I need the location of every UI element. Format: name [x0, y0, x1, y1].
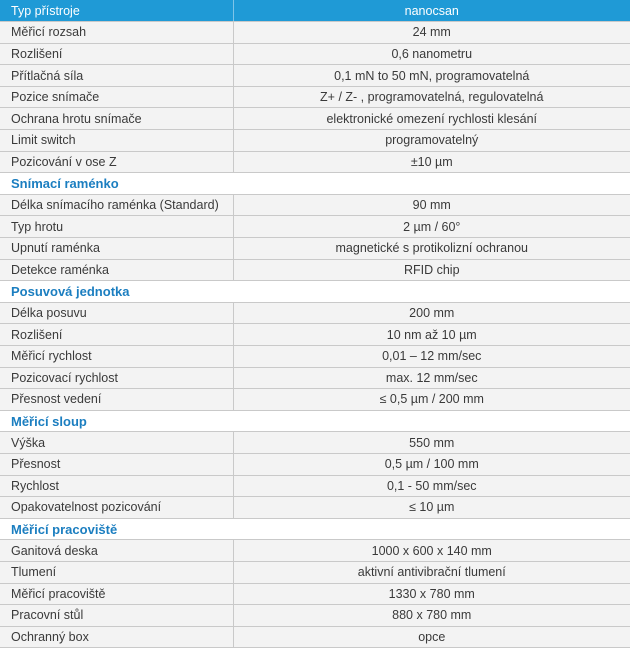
table-row: [0, 151, 630, 173]
row-label: Ochrana hrotu snímače: [0, 108, 233, 130]
section-heading-row: [0, 518, 630, 540]
table-row: [0, 432, 630, 454]
row-label: Upnutí raménka: [0, 238, 233, 260]
table-row: [0, 216, 630, 238]
row-label: Přesnost: [0, 453, 233, 475]
section-title: Posuvová jednotka: [0, 281, 630, 303]
table-row: [0, 540, 630, 562]
row-label: Délka snímacího raménka (Standard): [0, 194, 233, 216]
row-value: 10 nm až 10 µm: [233, 324, 630, 346]
row-label: Přesnost vedení: [0, 389, 233, 411]
row-value: 90 mm: [233, 194, 630, 216]
table-header-row: [0, 0, 630, 22]
row-value: 550 mm: [233, 432, 630, 454]
row-value: max. 12 mm/sec: [233, 367, 630, 389]
table-row: [0, 475, 630, 497]
table-row: [0, 561, 630, 583]
row-label: Rozlišení: [0, 43, 233, 65]
row-label: Přítlačná síla: [0, 65, 233, 87]
row-label: Ganitová deska: [0, 540, 233, 562]
row-label: Měřicí pracoviště: [0, 583, 233, 605]
table-row: [0, 626, 630, 648]
table-row: [0, 302, 630, 324]
row-label: Detekce raménka: [0, 259, 233, 281]
row-label: Pozicovací rychlost: [0, 367, 233, 389]
row-value: 1330 x 780 mm: [233, 583, 630, 605]
section-title: Snímací raménko: [0, 173, 630, 195]
section-title: Měřicí sloup: [0, 410, 630, 432]
table-row: [0, 194, 630, 216]
row-label: Limit switch: [0, 130, 233, 152]
row-value: elektronické omezení rychlosti klesání: [233, 108, 630, 130]
section-heading-row: [0, 173, 630, 195]
table-row: [0, 453, 630, 475]
table-row: [0, 497, 630, 519]
row-value: 0,6 nanometru: [233, 43, 630, 65]
table-row: [0, 65, 630, 87]
row-value: programovatelný: [233, 130, 630, 152]
table-row: [0, 389, 630, 411]
row-label: Rozlišení: [0, 324, 233, 346]
header-label: Typ přístroje: [0, 0, 233, 22]
table-row: [0, 86, 630, 108]
row-label: Měřicí rozsah: [0, 22, 233, 44]
row-value: 200 mm: [233, 302, 630, 324]
table-row: [0, 583, 630, 605]
row-label: Délka posuvu: [0, 302, 233, 324]
row-label: Pozicování v ose Z: [0, 151, 233, 173]
table-row: [0, 43, 630, 65]
row-value: ≤ 10 µm: [233, 497, 630, 519]
section-heading-row: [0, 410, 630, 432]
row-label: Opakovatelnost pozicování: [0, 497, 233, 519]
row-value: 1000 x 600 x 140 mm: [233, 540, 630, 562]
row-value: 0,5 µm / 100 mm: [233, 453, 630, 475]
row-value: Z+ / Z- , programovatelná, regulovatelná: [233, 86, 630, 108]
row-value: magnetické s protikolizní ochranou: [233, 238, 630, 260]
row-value: ≤ 0,5 µm / 200 mm: [233, 389, 630, 411]
row-label: Výška: [0, 432, 233, 454]
row-value: ±10 µm: [233, 151, 630, 173]
section-heading-row: [0, 281, 630, 303]
row-value: RFID chip: [233, 259, 630, 281]
row-value: 2 µm / 60°: [233, 216, 630, 238]
row-label: Pozice snímače: [0, 86, 233, 108]
table-row: [0, 238, 630, 260]
table-row: [0, 130, 630, 152]
row-label: Ochranný box: [0, 626, 233, 648]
row-label: Pracovní stůl: [0, 605, 233, 627]
table-row: [0, 259, 630, 281]
table-row: [0, 22, 630, 44]
row-label: Typ hrotu: [0, 216, 233, 238]
row-label: Rychlost: [0, 475, 233, 497]
row-value: 880 x 780 mm: [233, 605, 630, 627]
row-value: 0,01 – 12 mm/sec: [233, 346, 630, 368]
table-row: [0, 367, 630, 389]
table-row: [0, 605, 630, 627]
table-row: [0, 324, 630, 346]
table-row: [0, 108, 630, 130]
row-value: aktivní antivibrační tlumení: [233, 561, 630, 583]
row-label: Měřicí rychlost: [0, 346, 233, 368]
row-value: 0,1 mN to 50 mN, programovatelná: [233, 65, 630, 87]
header-value: nanocsan: [233, 0, 630, 22]
row-value: 0,1 - 50 mm/sec: [233, 475, 630, 497]
table-row: [0, 346, 630, 368]
row-value: 24 mm: [233, 22, 630, 44]
row-label: Tlumení: [0, 561, 233, 583]
section-title: Měřicí pracoviště: [0, 518, 630, 540]
row-value: opce: [233, 626, 630, 648]
